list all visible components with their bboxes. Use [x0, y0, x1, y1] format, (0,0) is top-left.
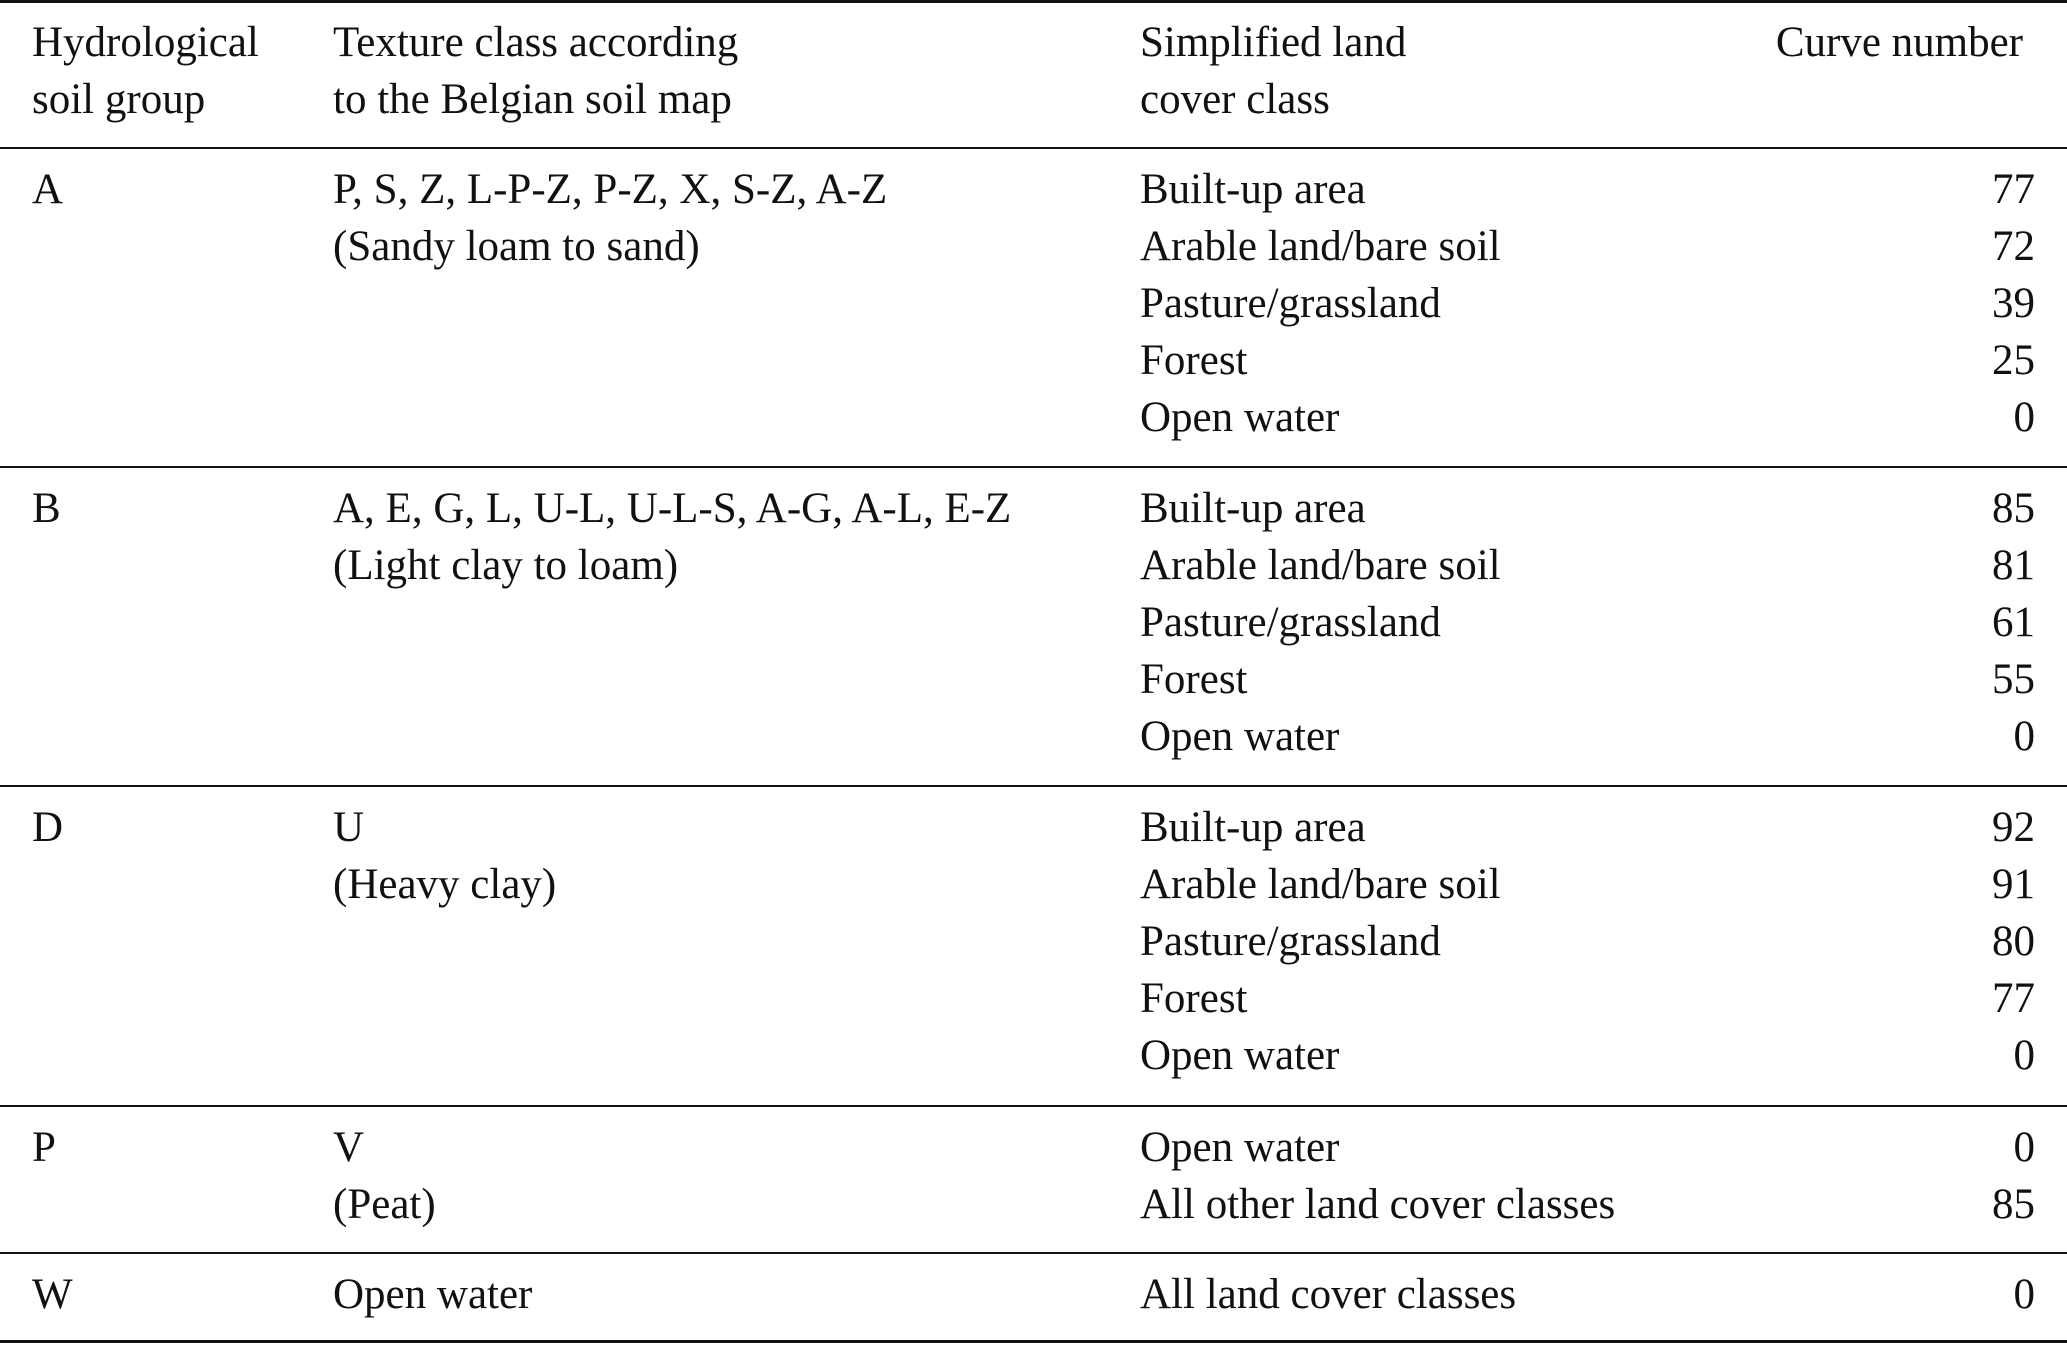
- group-divider: [0, 1252, 2067, 1254]
- header-texture-class: Texture class according to the Belgian soil map: [333, 19, 739, 123]
- land-cover: Open water: [1140, 1032, 1340, 1079]
- curve-number-list: [1992, 799, 2035, 1084]
- top-rule: [0, 0, 2067, 3]
- group-label: D: [32, 804, 64, 851]
- land-cover-list: [1140, 1119, 1615, 1233]
- curve-number: 77: [1992, 166, 2035, 213]
- land-cover: Built-up area: [1140, 804, 1366, 851]
- curve-number: 91: [1992, 861, 2035, 908]
- curve-number-list: [2014, 1266, 2036, 1323]
- group-label: W: [32, 1271, 73, 1318]
- texture-class: Open water: [333, 1271, 533, 1318]
- curve-number: 39: [1992, 280, 2035, 327]
- group-divider: [0, 466, 2067, 468]
- texture-class: P, S, Z, L-P-Z, P-Z, X, S-Z, A-Z (Sandy loam to sand): [333, 166, 888, 270]
- curve-number: 0: [2013, 1271, 2035, 1318]
- land-cover: All land cover classes: [1140, 1271, 1517, 1318]
- land-cover-list: [1140, 480, 1501, 765]
- land-cover-list: [1140, 161, 1501, 446]
- land-cover: Forest: [1140, 656, 1248, 703]
- land-cover: Arable land/bare soil: [1140, 861, 1501, 908]
- land-cover: Built-up area: [1140, 485, 1366, 532]
- group-label: P: [32, 1124, 56, 1171]
- land-cover: Open water: [1140, 394, 1340, 441]
- curve-number: 61: [1992, 599, 2035, 646]
- curve-number: 85: [1992, 1181, 2035, 1228]
- header-rule: [0, 147, 2067, 149]
- header-land-cover-class: Simplified land cover class: [1140, 19, 1407, 123]
- land-cover: Pasture/grassland: [1140, 280, 1441, 327]
- land-cover: Open water: [1140, 713, 1340, 760]
- bottom-rule: [0, 1340, 2067, 1343]
- curve-number: 0: [2013, 1124, 2035, 1171]
- land-cover: All other land cover classes: [1140, 1181, 1616, 1228]
- curve-number: 0: [2013, 394, 2035, 441]
- land-cover-list: [1140, 799, 1501, 1084]
- land-cover: Arable land/bare soil: [1140, 223, 1501, 270]
- header-hydrological-soil-group: Hydrological soil group: [32, 19, 259, 123]
- group-divider: [0, 1105, 2067, 1107]
- land-cover: Pasture/grassland: [1140, 918, 1441, 965]
- curve-number: 0: [2013, 713, 2035, 760]
- curve-number-list: [1992, 161, 2035, 446]
- curve-number: 72: [1992, 223, 2035, 270]
- land-cover: Pasture/grassland: [1140, 599, 1441, 646]
- land-cover: Arable land/bare soil: [1140, 542, 1501, 589]
- curve-number: 85: [1992, 485, 2035, 532]
- land-cover: Built-up area: [1140, 166, 1366, 213]
- land-cover: Open water: [1140, 1124, 1340, 1171]
- curve-number-list: [1992, 480, 2035, 765]
- group-divider: [0, 785, 2067, 787]
- texture-class: V (Peat): [333, 1124, 436, 1228]
- land-cover: Forest: [1140, 975, 1248, 1022]
- texture-class: A, E, G, L, U-L, U-L-S, A-G, A-L, E-Z (Light clay to loam): [333, 485, 1012, 589]
- curve-number: 77: [1992, 975, 2035, 1022]
- curve-number: 55: [1992, 656, 2035, 703]
- land-cover: Forest: [1140, 337, 1248, 384]
- curve-number-list: [1992, 1119, 2035, 1233]
- curve-number: 92: [1992, 804, 2035, 851]
- curve-number: 0: [2013, 1032, 2035, 1079]
- header-curve-number: Curve number: [1775, 19, 2023, 66]
- land-cover-list: [1140, 1266, 1516, 1323]
- curve-number: 25: [1992, 337, 2035, 384]
- curve-number: 81: [1992, 542, 2035, 589]
- curve-number: 80: [1992, 918, 2035, 965]
- group-label: B: [32, 485, 61, 532]
- texture-class: U (Heavy clay): [333, 804, 557, 908]
- group-label: A: [32, 166, 64, 213]
